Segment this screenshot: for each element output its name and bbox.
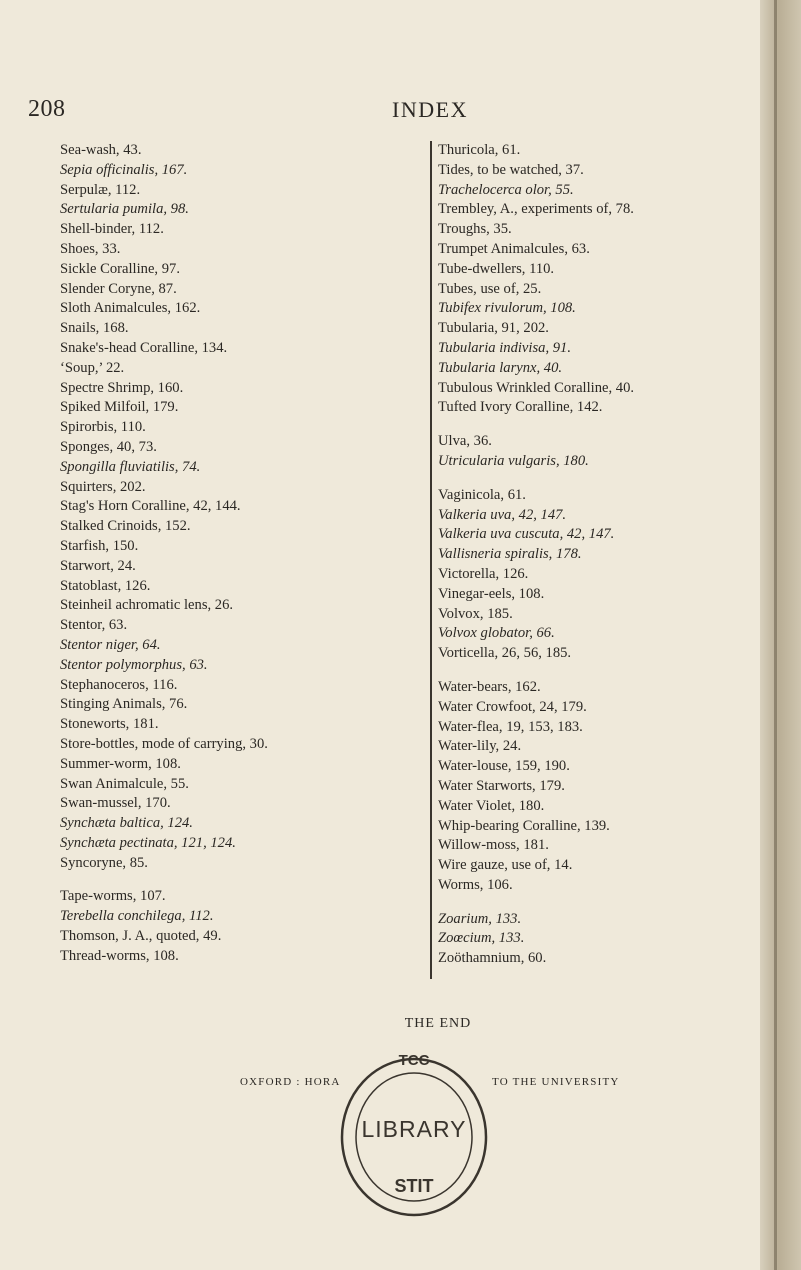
index-entry: Tubes, use of, 25. [438,280,542,297]
index-entry: Willow-moss, 181. [438,837,549,854]
index-entry: Water-bears, 162. [438,678,541,695]
index-entry: Spirorbis, 110. [60,419,146,436]
index-entry: Trembley, A., experiments of, 78. [438,201,634,218]
index-entry: Steinheil achromatic lens, 26. [60,597,234,614]
index-entry: Thread-worms, 108. [60,947,179,964]
index-entry: Tubularia indivisa, 91. [438,339,571,356]
library-stamp [334,1052,494,1222]
index-entry: Snails, 168. [60,320,129,337]
index-entry: Starwort, 24. [60,557,136,574]
the-end: THE END [404,1016,472,1031]
index-column-left [60,141,420,967]
index-entry: Sea-wash, 43. [60,142,142,158]
index-entry: Zoöthamnium, 60. [438,950,547,967]
index-entry: Trumpet Animalcules, 63. [438,240,590,257]
index-entry: Thuricola, 61. [438,142,521,158]
index-entry: Troughs, 35. [438,221,512,238]
index-entry: Tubulous Wrinkled Coralline, 40. [438,379,635,396]
stamp-bottom-text: STIT [394,1176,434,1196]
index-entry: Stalked Crinoids, 152. [60,518,191,535]
stamp-main-text: LIBRARY [361,1116,467,1142]
index-entry: Tubularia larynx, 40. [438,359,563,376]
index-entry: Sponges, 40, 73. [60,438,157,455]
index-entry: Tubularia, 91, 202. [438,320,549,337]
index-entry: Sloth Animalcules, 162. [60,300,201,317]
index-entry: Tube-dwellers, 110. [438,260,555,277]
index-entry: Tufted Ivory Coralline, 142. [438,399,603,416]
index-entry: Volvox, 185. [438,605,513,622]
index-entry: Stephanoceros, 116. [60,676,178,693]
index-entry: Shell-binder, 112. [60,221,164,238]
stamp-top-text: TCC [398,1052,430,1069]
index-entry: Thomson, J. A., quoted, 49. [60,928,222,945]
index-entry: Terebella conchilega, 112. [60,908,214,925]
index-entry: Water-louse, 159, 190. [438,758,570,775]
index-entry: Store-bottles, mode of carrying, 30. [60,735,268,752]
index-entry: Swan-mussel, 170. [60,795,171,812]
index-entry: Trachelocerca olor, 55. [438,181,574,198]
index-entry: Spectre Shrimp, 160. [60,379,184,396]
index-entry: Stinging Animals, 76. [60,696,188,713]
index-column-right [430,141,768,979]
index-entry: Zoarium, 133. [438,910,522,927]
index-entry: Wire gauze, use of, 14. [438,857,573,874]
index-entry: Swan Animalcule, 55. [60,775,189,792]
index-entry: Stentor niger, 64. [60,636,161,653]
index-entry: Valkeria uva cuscuta, 42, 147. [438,526,615,543]
index-entry: Squirters, 202. [60,478,146,495]
index-entry: Water-lily, 24. [438,738,522,755]
index-entry: Valkeria uva, 42, 147. [438,506,567,523]
index-entry: Shoes, 33. [60,240,121,257]
index-entry: Stag's Horn Coralline, 42, 144. [60,498,241,515]
index-entry: Synchæta baltica, 124. [60,815,193,832]
printer-imprint-left: OXFORD : HORA [240,1076,341,1088]
index-entry: Worms, 106. [438,876,513,893]
index-entry: Spiked Milfoil, 179. [60,399,179,416]
index-entry: Starfish, 150. [60,537,139,554]
index-entry: Victorella, 126. [438,565,529,582]
index-entry: Syncoryne, 85. [60,854,148,871]
index-entry: Utricularia vulgaris, 180. [438,452,589,469]
index-entry: Tubifex rivulorum, 108. [438,300,576,317]
page-number: 208 [28,96,66,122]
index-entry: Stentor polymorphus, 63. [60,656,208,673]
index-entry: ‘Soup,’ 22. [60,359,125,376]
index-entry: Statoblast, 126. [60,577,151,594]
index-entry: Zoœcium, 133. [438,930,525,947]
index-entry: Water Starworts, 179. [438,777,565,794]
index-entry: Serpulæ, 112. [60,181,141,198]
index-entry: Tape-worms, 107. [60,888,166,905]
index-entry: Water Crowfoot, 24, 179. [438,698,587,715]
index-entry: Vallisneria spiralis, 178. [438,546,582,563]
index-entry: Summer-worm, 108. [60,755,181,772]
running-head: INDEX [392,97,468,122]
index-entry: Vaginicola, 61. [438,486,526,503]
index-entry: Sepia officinalis, 167. [60,161,188,178]
index-entry: Vorticella, 26, 56, 185. [438,645,572,662]
index-entry: Vinegar-eels, 108. [438,585,545,602]
index-entry: Slender Coryne, 87. [60,280,177,297]
index-entry: Tides, to be watched, 37. [438,161,584,178]
index-entry: Whip-bearing Coralline, 139. [438,817,610,834]
index-entry: Sickle Coralline, 97. [60,260,180,277]
index-entry: Water Violet, 180. [438,797,545,814]
index-entry: Volvox globator, 66. [438,625,555,642]
index-entry: Sertularia pumila, 98. [60,201,189,218]
printer-imprint-right: TO THE UNIVERSITY [492,1076,620,1088]
index-entry: Stentor, 63. [60,617,128,634]
index-entry: Water-flea, 19, 153, 183. [438,718,583,735]
index-entry: Snake's-head Coralline, 134. [60,339,228,356]
index-entry: Stoneworts, 181. [60,716,159,733]
index-entry: Ulva, 36. [438,433,492,450]
binding-shadow [774,0,777,1270]
index-entry: Synchæta pectinata, 121, 124. [60,834,236,851]
index-entry: Spongilla fluviatilis, 74. [60,458,201,475]
